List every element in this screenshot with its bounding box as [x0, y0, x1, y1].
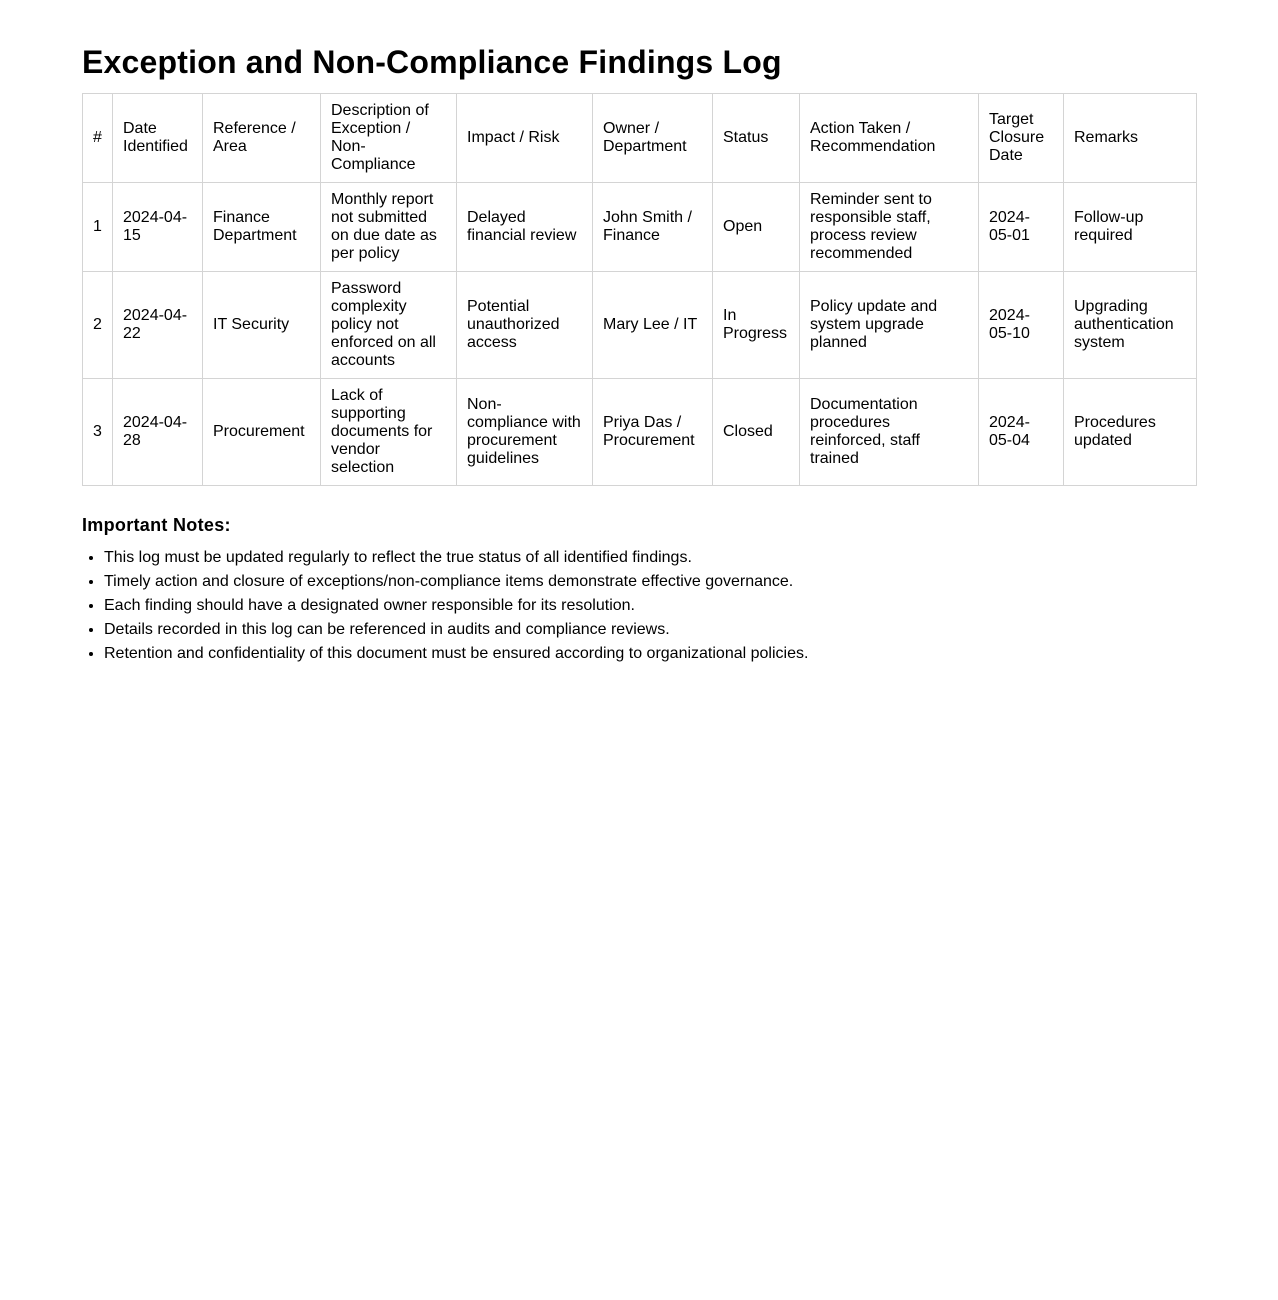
cell-target-closure-date: 2024-05-04 — [979, 379, 1064, 486]
cell-status: Closed — [713, 379, 800, 486]
cell-owner-department: Mary Lee / IT — [593, 272, 713, 379]
cell-impact-risk: Potential unauthorized access — [457, 272, 593, 379]
document-page — [82, 0, 1196, 666]
cell-status: Open — [713, 183, 800, 272]
header-description: Description of Exception / Non-Compliance — [321, 94, 457, 183]
cell-target-closure-date: 2024-05-10 — [979, 272, 1064, 379]
cell-owner-department: Priya Das / Procurement — [593, 379, 713, 486]
cell-impact-risk: Delayed financial review — [457, 183, 593, 272]
notes-heading: Important Notes: — [82, 515, 231, 535]
notes-list — [82, 546, 1196, 666]
cell-target-closure-date: 2024-05-01 — [979, 183, 1064, 272]
list-item: • Timely action and closure of exceptions/non-compliance items demonstrate effective governance. — [104, 570, 1196, 594]
findings-table — [82, 93, 1197, 486]
cell-description: Password complexity policy not enforced on all accounts — [321, 272, 457, 379]
page-title: Exception and Non-Compliance Findings Log — [82, 44, 782, 80]
cell-impact-risk: Non-compliance with procurement guidelines — [457, 379, 593, 486]
table-header-row — [83, 94, 1197, 183]
cell-action-taken: Policy update and system upgrade planned — [800, 272, 979, 379]
cell-remarks: Follow-up required — [1064, 183, 1197, 272]
cell-reference-area: Procurement — [203, 379, 321, 486]
header-action-taken: Action Taken / Recommendation — [800, 94, 979, 183]
list-item: • This log must be updated regularly to reflect the true status of all identified findings. — [104, 546, 1196, 570]
cell-remarks: Procedures updated — [1064, 379, 1197, 486]
header-status: Status — [713, 94, 800, 183]
cell-reference-area: Finance Department — [203, 183, 321, 272]
header-owner-department: Owner / Department — [593, 94, 713, 183]
cell-index: 3 — [83, 379, 113, 486]
table-row — [83, 379, 1197, 486]
cell-owner-department: John Smith / Finance — [593, 183, 713, 272]
table-row — [83, 272, 1197, 379]
cell-description: Monthly report not submitted on due date as per policy — [321, 183, 457, 272]
cell-action-taken: Documentation procedures reinforced, staff trained — [800, 379, 979, 486]
header-remarks: Remarks — [1064, 94, 1197, 183]
cell-reference-area: IT Security — [203, 272, 321, 379]
header-index: # — [83, 94, 113, 183]
list-item: • Details recorded in this log can be referenced in audits and compliance reviews. — [104, 618, 1196, 642]
list-item: • Each finding should have a designated owner responsible for its resolution. — [104, 594, 1196, 618]
cell-date-identified: 2024-04-15 — [113, 183, 203, 272]
header-reference-area: Reference / Area — [203, 94, 321, 183]
cell-date-identified: 2024-04-28 — [113, 379, 203, 486]
cell-status: In Progress — [713, 272, 800, 379]
header-impact-risk: Impact / Risk — [457, 94, 593, 183]
header-target-closure-date: Target Closure Date — [979, 94, 1064, 183]
cell-remarks: Upgrading authentication system — [1064, 272, 1197, 379]
cell-index: 1 — [83, 183, 113, 272]
list-item: • Retention and confidentiality of this document must be ensured according to organizational policies. — [104, 642, 1196, 666]
header-date-identified: Date Identified — [113, 94, 203, 183]
table-row — [83, 183, 1197, 272]
cell-description: Lack of supporting documents for vendor selection — [321, 379, 457, 486]
cell-index: 2 — [83, 272, 113, 379]
cell-action-taken: Reminder sent to responsible staff, process review recommended — [800, 183, 979, 272]
cell-date-identified: 2024-04-22 — [113, 272, 203, 379]
